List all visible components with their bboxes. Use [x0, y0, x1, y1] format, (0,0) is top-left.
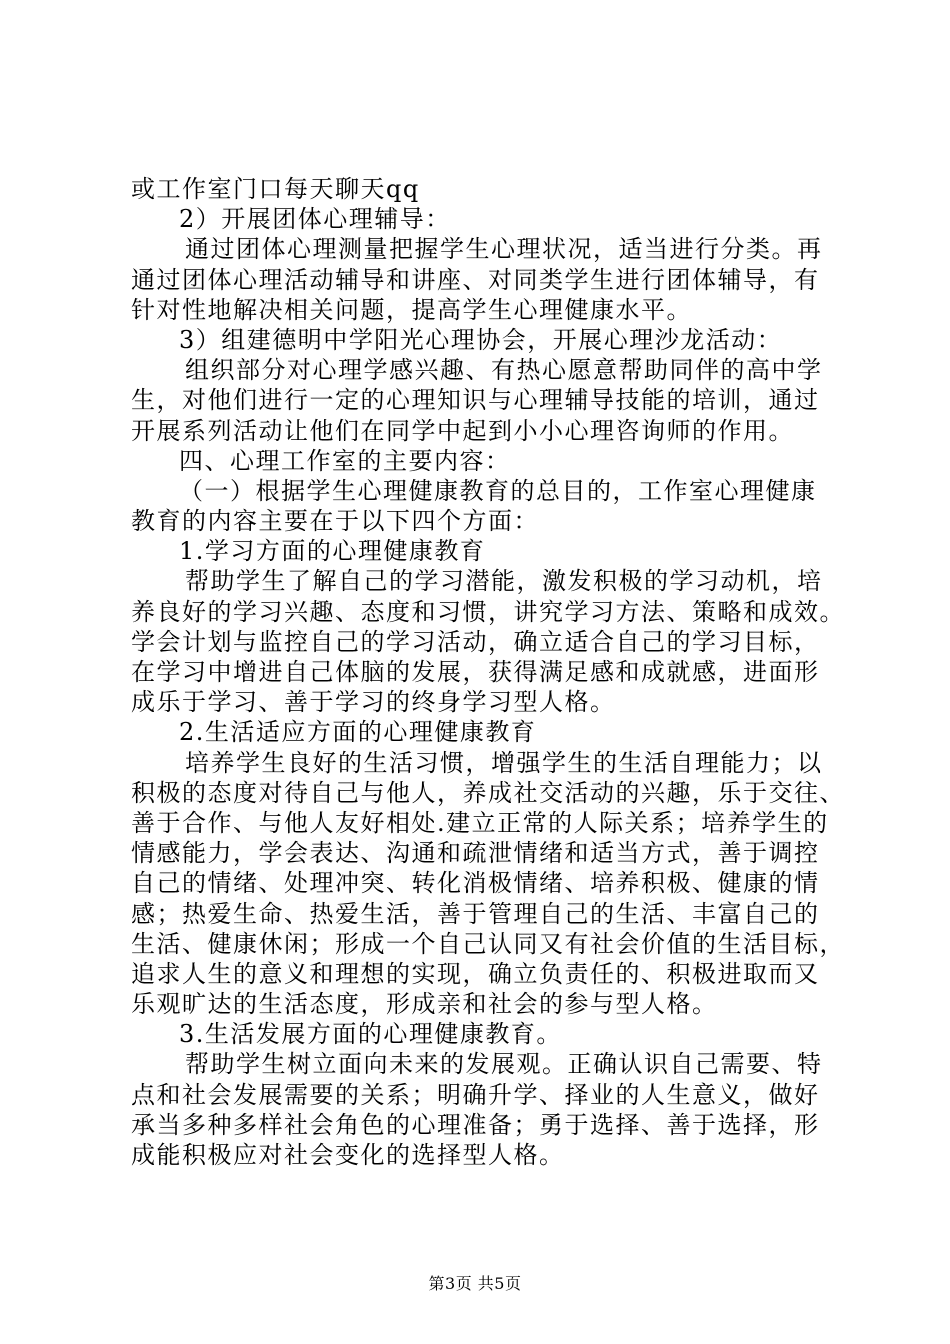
text-line: 感；热爱生命、热爱生活，善于管理自己的生活、丰富自己的 [131, 899, 820, 928]
text-line: 追求人生的意义和理想的实现，确立负责任的、积极进取而又 [131, 959, 820, 988]
text-line: 成能积极应对社会变化的选择型人格。 [131, 1141, 565, 1169]
document-body [131, 174, 845, 1170]
text-line: （一）根据学生心理健康教育的总目的，工作室心理健康 [179, 476, 817, 505]
text-line: 开展系列活动让他们在同学中起到小小心理咨询师的作用。 [131, 416, 794, 445]
text-line: 在学习中增进自己体脑的发展，获得满足感和成就感，进面形 [131, 658, 820, 686]
text-line: 善于合作、与他人友好相处.建立正常的人际关系；培养学生的 [131, 808, 829, 837]
text-line: 2）开展团体心理辅导： [179, 205, 451, 234]
text-line: 针对性地解决相关问题，提高学生心理健康水平。 [131, 295, 692, 324]
text-line: 组织部分对心理学感兴趣、有热心愿意帮助同伴的高中学 [185, 356, 823, 385]
text-line: 四、心理工作室的主要内容： [179, 446, 511, 475]
text-line: 2.生活适应方面的心理健康教育 [179, 718, 537, 747]
text-line: 3.生活发展方面的心理健康教育。 [179, 1020, 562, 1049]
text-line: 3）组建德明中学阳光心理协会，开展心理沙龙活动： [179, 325, 783, 354]
text-line: 生活、健康休闲；形成一个自己认同又有社会价值的生活目标， [131, 929, 845, 958]
text-line: 点和社会发展需要的关系；明确升学、择业的人生意义，做好 [131, 1080, 820, 1109]
page-footer: 第3页 共5页 [428, 1274, 522, 1293]
text-line: 成乐于学习、善于学习的终身学习型人格。 [131, 688, 616, 717]
text-line: 帮助学生了解自己的学习潜能，激发积极的学习动机，培 [185, 567, 823, 596]
text-line: 通过团体心理测量把握学生心理状况，适当进行分类。再 [185, 235, 823, 264]
text-line: 积极的态度对待自己与他人，养成社交活动的兴趣，乐于交往、 [131, 778, 845, 807]
text-line: 通过团体心理活动辅导和讲座、对同类学生进行团体辅导，有 [131, 265, 820, 294]
text-line: 养良好的学习兴趣、态度和习惯，讲究学习方法、策略和成效。 [131, 597, 845, 626]
text-line: 教育的内容主要在于以下四个方面： [131, 507, 539, 536]
text-line: 承当多种多样社会角色的心理准备；勇于选择、善于选择，形 [131, 1110, 820, 1139]
text-line: 情感能力，学会表达、沟通和疏泄情绪和适当方式，善于调控 [131, 839, 820, 868]
text-line: 帮助学生树立面向未来的发展观。正确认识自己需要、特 [185, 1050, 823, 1079]
text-line: 或工作室门口每天聊天qq [131, 175, 420, 203]
text-line: 自己的情绪、处理冲突、转化消极情绪、培养积极、健康的情 [131, 869, 820, 898]
text-line: 培养学生良好的生活习惯，增强学生的生活自理能力；以 [185, 748, 823, 777]
text-line: 学会计划与监控自己的学习活动，确立适合自己的学习目标， [131, 627, 820, 656]
text-line: 1.学习方面的心理健康教育 [179, 537, 486, 566]
text-line: 乐观旷达的生活态度，形成亲和社会的参与型人格。 [131, 990, 718, 1019]
text-line: 生，对他们进行一定的心理知识与心理辅导技能的培训，通过 [131, 386, 820, 415]
